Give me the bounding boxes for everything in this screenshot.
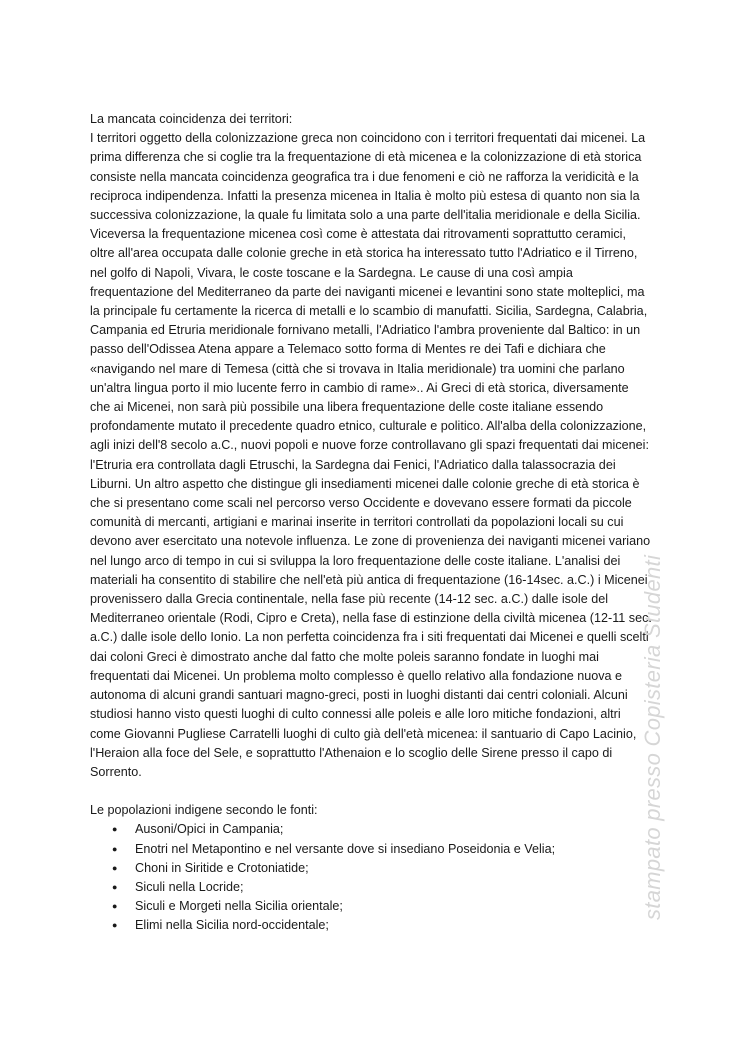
list-item: ● Siculi nella Locride; [90,878,652,897]
list-item: ● Ausoni/Opici in Campania; [90,820,652,839]
list-item: ● Elimi nella Sicilia nord-occidentale; [90,916,652,935]
list-item: ● Choni in Siritide e Crotoniatide; [90,859,652,878]
body-paragraph: I territori oggetto della colonizzazione greca non coincidono con i territori frequentati dai micenei. La prima differenza che si coglie tra la frequentazione di età micenea e la colonizzazione di età storica consiste nella mancata coincidenza geografica tra i due fenomeni e ciò ne rafforza la veridicità e la reciproca indipendenza. Infatti la presenza micenea in Italia è molto più estesa di quanto non sia la successiva colonizzazione, la quale fu limitata solo a una parte dell'italia meridionale e della Sicilia. Viceversa la frequentazione micenea così come è attestata dai ritrovamenti soprattutto ceramici, oltre all'area occupata dalle colonie greche in età storica ha interessato tutto l'Adriatico e il Tirreno, nel golfo di Napoli, Vivara, le coste toscane e la Sardegna. Le cause di una così ampia frequentazione del Mediterraneo da parte dei naviganti micenei e levantini sono state molteplici, ma la principale fu certamente la ricerca di metalli e lo scambio di manufatti. Sicilia, Sardegna, Calabria, Campania ed Etruria meridionale fornivano metalli, l'Adriatico l'ambra proveniente dal Baltico: in un passo dell'Odissea Atena appare a Telemaco sotto forma di Mentes re dei Tafi e dichiara che «navigando nel mare di Temesa (città che si trovava in Italia meridionale) tra uomini che parlano un'altra lingua porto il mio lucente ferro in cambio di rame».. Ai Greci di età storica, diversamente che ai Micenei, non sarà più possibile una libera frequentazione delle coste italiane essendo profondamente mutato il precedente quadro etnico, culturale e politico. All'alba della colonizzazione, agli inizi dell'8 secolo a.C., nuovi popoli e nuove forze controllavano gli spazi frequentati dai micenei: l'Etruria era controllata dagli Etruschi, la Sardegna dai Fenici, l'Adriatico dalla talassocrazia dei Liburni. Un altro aspetto che distingue gli insediamenti micenei dalle colonie greche di età storica è che si presentano come scali nel percorso verso Occidente e dovevano essere formati da piccole comunità di mercanti, artigiani e marinai inserite in territori controllati da popolazioni locali su cui devono aver esercitato una notevole influenza. Le zone di provenienza dei naviganti micenei variano nel lungo arco di tempo in cui si sviluppa la loro frequentazione delle coste italiane. L'analisi dei materiali ha consentito di stabilire che nell'età più antica di frequentazione (16-14sec. a.C.) i Micenei provenissero dalla Grecia continentale, nella fase più recente (14-12 sec. a.C.) dalle isole del Mediterraneo orientale (Rodi, Cipro e Creta), nella fase di estinzione della civiltà micenea (12-11 sec. a.C.) dalle isole dello Ionio. La non perfetta coincidenza fra i siti frequentati dai Micenei e quelli scelti dai coloni Greci è dimostrato anche dal fatto che molte poleis saranno fondate in luoghi mai frequentati dai Micenei. Un problema molto complesso è quello relativo alla fondazione nuova e autonoma di alcuni grandi santuari magno-greci, posti in luoghi distanti dai centri coloniali. Alcuni studiosi hanno visto questi luoghi di culto connessi alle poleis e alle loro mitiche fondazioni, altri come Giovanni Pugliese Carratelli luoghi di culto già dell'età micenea: il santuario di Capo Lacinio, l'Heraion alla foce del Sele, e soprattutto l'Athenaion e lo scoglio delle Sirene presso il capo di Sorrento. [90,131,652,779]
paragraph-gap [90,782,652,801]
section-heading-popolazioni: Le popolazioni indigene secondo le fonti: [90,803,318,818]
list-item: ● Enotri nel Metapontino e nel versante dove si insediano Poseidonia e Velia; [90,840,652,859]
document-page [90,110,652,936]
section-heading-territori: La mancata coincidenza dei territori: [90,112,293,126]
bullet-list [90,820,652,935]
watermark: stampato presso Copisteria Studenti [640,554,665,920]
list-item: ● Siculi e Morgeti nella Sicilia orientale; [90,897,652,916]
